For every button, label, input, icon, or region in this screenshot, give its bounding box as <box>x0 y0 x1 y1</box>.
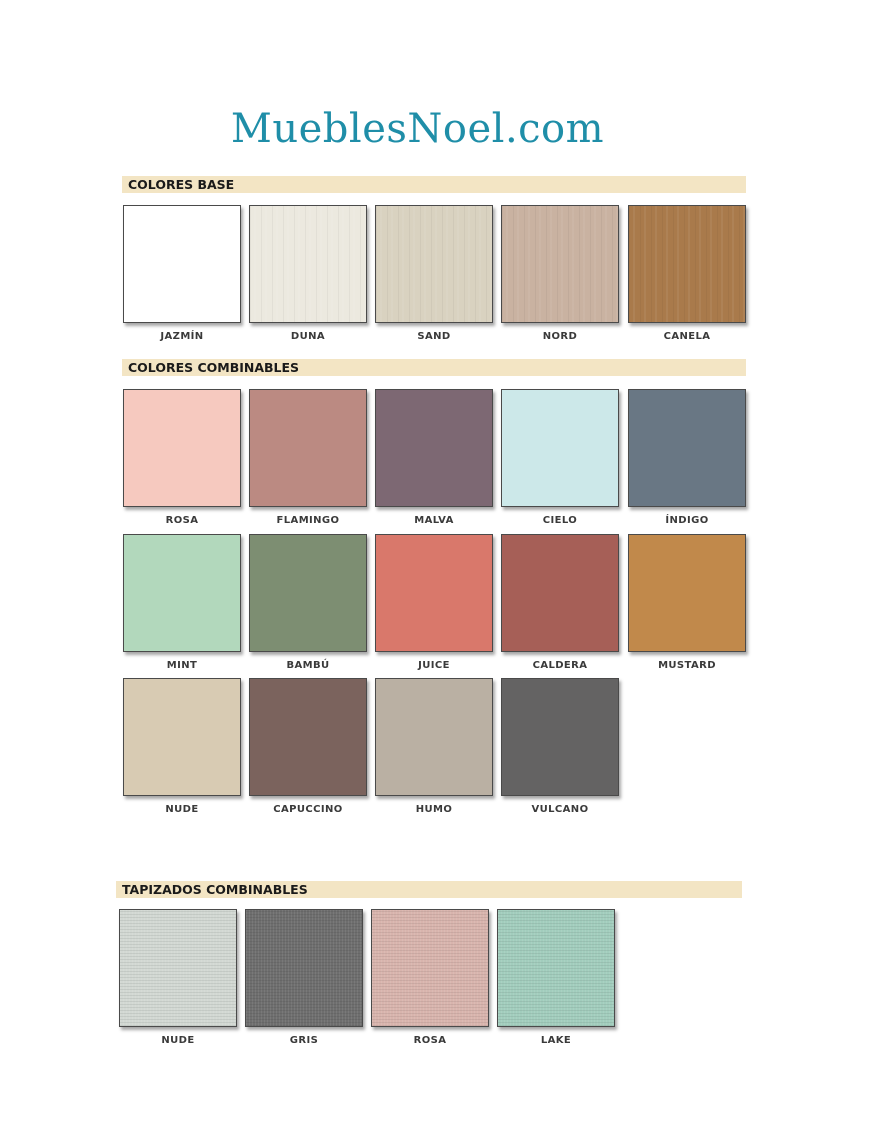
swatch-label: SAND <box>417 331 451 342</box>
swatch-item[interactable] <box>123 678 241 815</box>
swatch-item[interactable] <box>249 205 367 342</box>
swatch-label: GRIS <box>289 1035 319 1046</box>
swatch-item[interactable] <box>249 678 367 815</box>
swatch-item[interactable] <box>245 909 363 1046</box>
swatch-item[interactable] <box>628 534 746 671</box>
swatch-item[interactable] <box>123 534 241 671</box>
color-swatch[interactable] <box>501 389 619 507</box>
color-swatch[interactable] <box>249 534 367 652</box>
color-swatch[interactable] <box>501 534 619 652</box>
section-title-colores-base: COLORES BASE <box>122 176 746 193</box>
swatch-item[interactable] <box>249 389 367 526</box>
swatch-label: LAKE <box>540 1035 572 1046</box>
swatch-label: NORD <box>542 331 578 342</box>
swatch-item[interactable] <box>123 389 241 526</box>
swatch-label: CANELA <box>663 331 711 342</box>
section-title-tapizados-combinables: TAPIZADOS COMBINABLES <box>116 881 742 898</box>
swatch-item[interactable] <box>628 205 746 342</box>
swatch-item[interactable] <box>371 909 489 1046</box>
color-swatch[interactable] <box>249 678 367 796</box>
color-swatch[interactable] <box>628 534 746 652</box>
color-swatch[interactable] <box>375 678 493 796</box>
swatch-item[interactable] <box>375 534 493 671</box>
swatch-label: CIELO <box>542 515 578 526</box>
swatch-label: MINT <box>166 660 198 671</box>
color-swatch[interactable] <box>123 389 241 507</box>
section-title-colores-combinables: COLORES COMBINABLES <box>122 359 746 376</box>
swatch-item[interactable] <box>501 678 619 815</box>
color-swatch[interactable] <box>123 205 241 323</box>
color-swatch[interactable] <box>375 205 493 323</box>
swatch-label: ÍNDIGO <box>665 515 709 526</box>
swatch-label: JAZMÍN <box>160 331 204 342</box>
swatch-label: CAPUCCINO <box>273 804 343 815</box>
swatch-item[interactable] <box>375 389 493 526</box>
swatch-label: FLAMINGO <box>276 515 340 526</box>
color-swatch[interactable] <box>628 389 746 507</box>
color-swatch[interactable] <box>375 534 493 652</box>
swatch-item[interactable] <box>501 389 619 526</box>
swatch-item[interactable] <box>249 534 367 671</box>
swatch-item[interactable] <box>501 534 619 671</box>
swatch-label: NUDE <box>165 804 199 815</box>
swatch-item[interactable] <box>497 909 615 1046</box>
color-swatch[interactable] <box>501 678 619 796</box>
swatch-label: MALVA <box>414 515 454 526</box>
swatch-label: HUMO <box>415 804 453 815</box>
color-swatch[interactable] <box>375 389 493 507</box>
swatch-label: ROSA <box>165 515 199 526</box>
swatch-label: BAMBÚ <box>286 660 330 671</box>
swatch-label: MUSTARD <box>658 660 716 671</box>
fabric-swatch[interactable] <box>497 909 615 1027</box>
fabric-swatch[interactable] <box>119 909 237 1027</box>
swatch-item[interactable] <box>375 205 493 342</box>
swatch-label: JUICE <box>418 660 450 671</box>
swatch-item[interactable] <box>123 205 241 342</box>
swatch-item[interactable] <box>501 205 619 342</box>
color-swatch[interactable] <box>249 205 367 323</box>
fabric-swatch[interactable] <box>245 909 363 1027</box>
color-swatch[interactable] <box>628 205 746 323</box>
swatch-label: DUNA <box>290 331 326 342</box>
color-swatch[interactable] <box>123 534 241 652</box>
color-swatch[interactable] <box>501 205 619 323</box>
fabric-swatch[interactable] <box>371 909 489 1027</box>
swatch-label: NUDE <box>161 1035 195 1046</box>
swatch-label: CALDERA <box>532 660 588 671</box>
swatch-item[interactable] <box>628 389 746 526</box>
swatch-label: VULCANO <box>531 804 589 815</box>
swatch-item[interactable] <box>375 678 493 815</box>
color-swatch[interactable] <box>123 678 241 796</box>
brand-logo[interactable]: MueblesNoel.com <box>230 106 605 152</box>
swatch-label: ROSA <box>413 1035 447 1046</box>
swatch-item[interactable] <box>119 909 237 1046</box>
color-swatch[interactable] <box>249 389 367 507</box>
